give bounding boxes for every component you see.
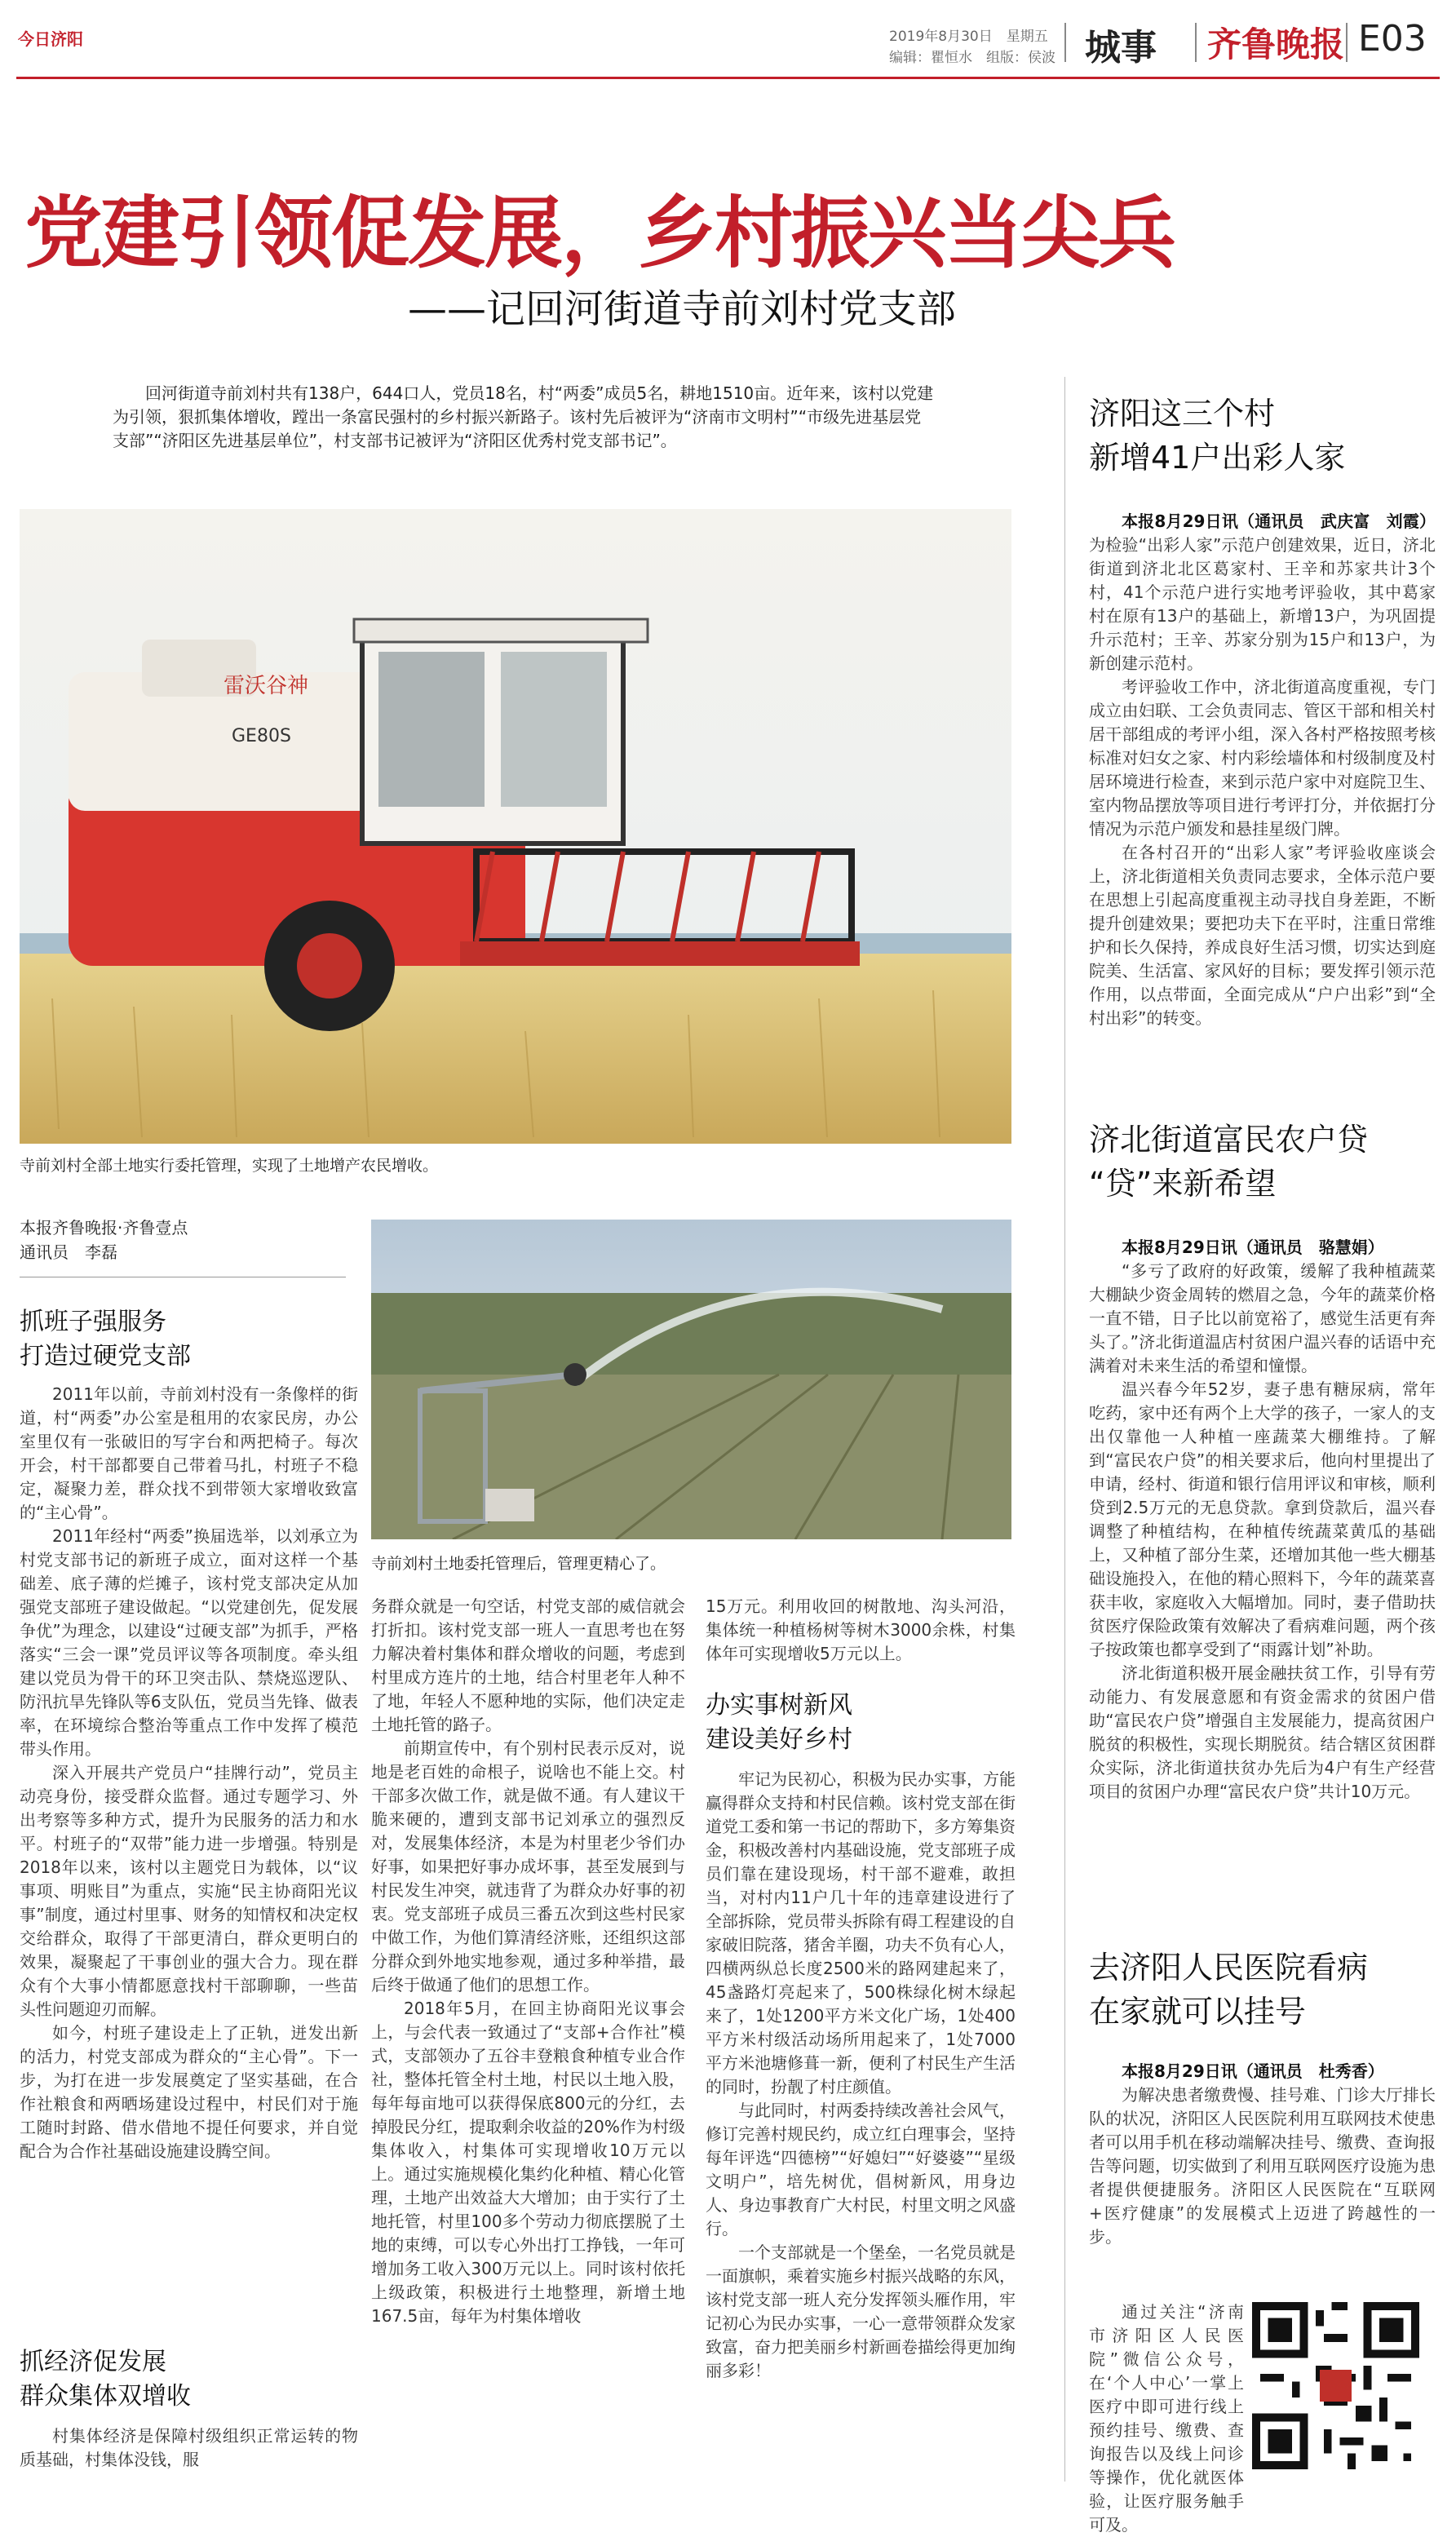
news1-body [1089,510,1436,1030]
section2-title-line2: 群众集体双增收 [20,2382,191,2411]
paragraph: 温兴春今年52岁，妻子患有糖尿病，常年吃药，家中还有两个上大学的孩子，一家人的支出仅靠他一人种植一座蔬菜大棚维持。了解到“富民农户贷”的相关要求后，他向村里提出了申请，经村、街道和银行信用评议和审核，顺利贷到2.5万元的无息贷款。拿到贷款后，温兴春调整了种植结构，在种植传统蔬菜黄瓜的基础上，又种植了部分生菜，还增加其他一些大棚基础设施投入，在他的精心照料下，今年的蔬菜喜获丰收，家庭收入大幅增加。同时，妻子借助扶贫医疗保险政策有效解决了看病难问题，两个孩子按政策也都享受到了“雨露计划”补助。 [1089,1379,1436,1659]
section1-title-line2: 打造过硬党支部 [20,1342,191,1370]
section3-heading [706,1689,852,1757]
news1-lead: 本报8月29日讯（通讯员 武庆富 刘霞） [1122,511,1436,531]
byline [20,1215,188,1264]
section1-title-line1: 抓班子强服务 [20,1308,166,1336]
header-divider [1064,23,1066,62]
combine-harvester-illustration [20,509,1011,1144]
issue-date: 2019年8月30日 星期五 [889,29,1048,45]
news2-body [1089,1236,1436,1804]
sidebar-separator [1064,377,1065,2482]
paragraph: 深入开展共产党员户“挂牌行动”，党员主动亮身份，接受群众监督。通过专题学习、外出考察等多种方式，提升为民服务的活力和水平。村班子的“双带”能力进一步增强。特别是2018年以来，该村以主题党日为载体，以“议事项、明账目”为重点，实施“民主协商阳光议事”制度，通过村里事、财务的知情权和决定权交给群众，取得了干部更清白，群众更明白的效果，凝聚起了干事创业的强大合力。现在群众有个大事小情都愿意找村干部聊聊，一些苗头性问题迎刃而解。 [20,1763,358,2019]
paragraph: 为检验“出彩人家”示范户创建效果，近日，济北街道到济北北区葛家村、王辛和苏家共计3个村，41个示范户进行实地考评验收，其中葛家村在原有13户的基础上，新增13户，为巩固提升示范村；王辛、苏家分别为15户和13户，为新创建示范村。 [1089,535,1436,673]
paragraph: 考评验收工作中，济北街道高度重视，专门成立由妇联、工会负责同志、管区干部和相关村居干部组成的考评小组，深入各村严格按照考核标准对妇女之家、村内彩绘墙体和村级制度及村居环境进行检查，来到示范户家中对庭院卫生、室内物品摆放等项目进行考评打分，并依据打分情况为示范户颁发和悬挂星级门牌。 [1089,677,1436,839]
header-divider [1346,23,1348,62]
wechat-qr-code [1252,2302,1419,2469]
section2-heading [20,2345,191,2414]
news2-title-line1: 济北街道富民农户贷 [1089,1122,1369,1158]
paragraph: 2011年以前，寺前刘村没有一条像样的街道，村“两委”办公室是租用的农家民房，办公室里仅有一张破旧的写字台和两把椅子。每次开会，村干部都要自己带着马扎，村班子不稳定，凝聚力差，群众找不到带领大家增收致富的“主心骨”。 [20,1384,358,1522]
paragraph: 牢记为民初心，积极为民办实事，方能赢得群众支持和村民信赖。该村党支部在街道党工委和第一书记的帮助下，多方筹集资金，积极改善村内基础设施，党支部班子成员们靠在建设现场，村干部不避难，敢担当，对村内11户几十年的违章建设进行了全部拆除，党员带头拆除有碍工程建设的自家破旧院落，猪舍羊圈，功夫不负有心人，四横两纵总长度2500米的路网建起来了，45盏路灯亮起来了，500株绿化树木绿起来了，1处1200平方米文化广场，1处400平方米村级活动场所用起来了，1处7000平方米池塘修葺一新，便利了村民生产生活的同时，扮靓了村庄颜值。 [706,1769,1016,2096]
section1-heading [20,1305,191,1374]
news3-body-bottom [1089,2300,1244,2537]
newspaper-logo: 齐鲁晚报 [1207,24,1345,64]
section3-title-line2: 建设美好乡村 [706,1725,852,1754]
column-1 [20,1383,358,2163]
news1-title [1089,392,1345,480]
sprinkler-photo [371,1220,1011,1539]
news2-title-line2: “贷”来新希望 [1089,1166,1277,1202]
paragraph: 为解决患者缴费慢、挂号难、门诊大厅排长队的状况，济阳区人民医院利用互联网技术使患者可以用手机在移动端解决挂号、缴费、查询报告等问题，切实做到了利用互联网医疗设施为患者提供便捷服务。济阳区人民医院在“互联网+医疗健康”的发展模式上迈进了跨越性的一步。 [1089,2085,1436,2247]
column-3 [706,1768,1016,2383]
paragraph: 通过关注“济南市济阳区人民医院”微信公众号，在‘个人中心’一掌上医疗中即可进行线上预约挂号、缴费、查询报告以及线上问诊等操作，优化就医体验，让医疗服务触手可及。 [1089,2302,1244,2535]
header-rule [16,77,1440,79]
news3-title-line2: 在家就可以挂号 [1089,1994,1307,2030]
paragraph: 村集体经济是保障村级组织正常运转的物质基础，村集体没钱，服 [20,2426,358,2469]
paragraph: 15万元。利用收回的树散地、沟头河沿，集体统一种植杨树等树木3000余株，村集体年可实现增收5万元以上。 [706,1596,1016,1663]
paragraph: 前期宣传中，有个别村民表示反对，说地是老百姓的命根子，说啥也不能上交。村干部多次做工作，就是做不通。有人建议干脆来硬的，遭到支部书记刘承立的强烈反对，发展集体经济，本是为村里老少爷们办好事，如果把好事办成坏事，甚至发展到与村民发生冲突，就违背了为群众办好事的初衷。党支部班子成员三番五次到这些村民家中做工作，为他们算清经济账，还组织这部分群众到外地实地参观，通过多种举措，最后终于做通了他们的思想工作。 [371,1738,685,1995]
photo2-caption: 寺前刘村土地委托管理后，管理更精心了。 [371,1555,666,1573]
article-intro: 回河街道寺前刘村共有138户，644口人，党员18名，村“两委”成员5名，耕地1510亩。近年来，该村以党建为引领，狠抓集体增收，蹚出一条富民强村的乡村振兴新路子。该村先后被评为“济南市文明村”“市级先进基层党支部”“济阳区先进基层单位”，村支部书记被评为“济阳区优秀村党支部书记”。 [113,383,934,450]
paragraph: “多亏了政府的好政策，缓解了我种植蔬菜大棚缺少资金周转的燃眉之急，今年的蔬菜价格一直不错，日子比以前宽裕了，感觉生活更有奔头了。”济北街道温店村贫困户温兴春的话语中充满着对未来生活的希望和憧憬。 [1089,1261,1436,1375]
news1-title-line2: 新增41户出彩人家 [1089,440,1346,476]
news1-title-line1: 济阳这三个村 [1089,396,1276,432]
paragraph: 在各村召开的“出彩人家”考评验收座谈会上，济北街道相关负责同志要求，全体示范户要在思想上引起高度重视主动寻找自身差距，不断提升创建效果；要把功夫下在平时，注重日常维护和长久保持，养成良好生活习惯，切实达到庭院美、生活富、家风好的目标；要发挥引领示范作用，以点带面，全面完成从“户户出彩”到“全村出彩”的转变。 [1089,843,1436,1028]
byline-source: 本报齐鲁晚报·齐鲁壹点 [20,1218,188,1238]
byline-reporter: 通讯员 李磊 [20,1242,117,1262]
irrigation-sprinkler-illustration [371,1220,1011,1539]
svg-text:GE80S: GE80S [232,726,291,746]
paragraph: 2018年5月，在回主协商阳光议事会上，与会代表一致通过了“支部+合作社”模式，支部领办了五谷丰登粮食种植专业合作社，整体托管全村土地，村民以土地入股，每年每亩地可以获得保底800元的分红，去掉股民分红，提取剩余收益的20%作为村级集体收入，村集体可实现增收10万元以上。通过实施规模化集约化种植、精心化管理，土地产出效益大大增加；由于实行了土地托管，村里100多个劳动力彻底摆脱了土地的束缚，可以专心外出打工挣钱，一年可增加务工收入300万元以上。同时该村依托上级政策，积极进行土地整理，新增土地167.5亩，每年为村集体增收 [371,1999,685,2326]
news3-title [1089,1946,1368,2034]
headline: 党建引领促发展，乡村振兴当尖兵 [24,188,1175,279]
paragraph: 一个支部就是一个堡垒，一名党员就是一面旗帜，乘着实施乡村振兴战略的东风，该村党支部一班人充分发挥领头雁作用，牢记初心为民办实事，一心一意带领群众发家致富，奋力把美丽乡村新画卷描绘得更加绚丽多彩！ [706,2243,1016,2380]
section2-title-line1: 抓经济促发展 [20,2348,166,2376]
subheadline: ——记回河街道寺前刘村党支部 [408,286,957,332]
page-number: E03 [1358,18,1427,60]
paragraph: 务群众就是一句空话，村党支部的威信就会打折扣。该村党支部一班人一直思考也在努力解决着村集体和群众增收的问题，考虑到村里成方连片的土地，结合村里老年人种不了地，年轻人不愿种地的实际，他们决定走土地托管的路子。 [371,1596,685,1734]
paragraph: 与此同时，村两委持续改善社会风气，修订完善村规民约，成立红白理事会，坚持每年评选“四德榜”“好媳妇”“好婆婆”“星级文明户”，培先树优，倡树新风，用身边人、身边事教育广大村民，村里文明之风盛行。 [706,2101,1016,2238]
news2-lead: 本报8月29日讯（通讯员 骆慧娟） [1122,1238,1384,1257]
section3-title-line1: 办实事树新风 [706,1691,852,1720]
news3-body-top [1089,2060,1436,2249]
harvester-photo [20,509,1011,1144]
photo1-caption: 寺前刘村全部土地实行委托管理，实现了土地增产农民增收。 [20,1157,439,1175]
column-3-top [706,1595,1016,1666]
column-1-bottom [20,2424,358,2472]
paragraph: 如今，村班子建设走上了正轨，迸发出新的活力，村党支部成为群众的“主心骨”。下一步，为打在进一步发展奠定了坚实基础，在合作社粮食和两晒场建设过程中，村民们对于施工随时封路、借水借地不提任何要求，并自觉配合为合作社基础设施建设腾空间。 [20,2023,358,2161]
paragraph: 2011年经村“两委”换届选举，以刘承立为村党支部书记的新班子成立，面对这样一个基础差、底子薄的烂摊子，该村党支部决定从加强党支部班子建设做起。“以党建创先，促发展争优”为理念，以建设“过硬支部”为抓手，严格落实“三会一课”党员评议等各项制度。牵头组建以党员为骨干的环卫突击队、禁烧巡逻队、防汛抗旱先锋队等6支队伍，党员当先锋、做表率，在环境综合整治等重点工作中发挥了模范带头作用。 [20,1526,358,1759]
news3-lead: 本报8月29日讯（通讯员 杜秀香） [1122,2061,1384,2081]
column-2 [371,1595,685,2328]
section-name: 城事 [1085,27,1157,69]
news2-title [1089,1118,1368,1206]
paragraph: 济北街道积极开展金融扶贫工作，引导有劳动能力、有发展意愿和有资金需求的贫困户借助“富民农户贷”增强自主发展能力，提高贫困户脱贫的积极性，实现长期脱贫。结合辖区贫困群众实际，济北街道扶贫办先后为4户有生产经营项目的贫困户办理“富民农户贷”共计10万元。 [1089,1663,1436,1801]
svg-text:雷沃谷神: 雷沃谷神 [223,674,309,698]
qr-code-icon [1252,2302,1419,2469]
news3-title-line1: 去济阳人民医院看病 [1089,1950,1369,1986]
header-divider [1195,23,1197,62]
editor-credit: 编辑：瞿恒水 组版：侯波 [889,50,1055,66]
section-tag: 今日济阳 [18,29,83,49]
